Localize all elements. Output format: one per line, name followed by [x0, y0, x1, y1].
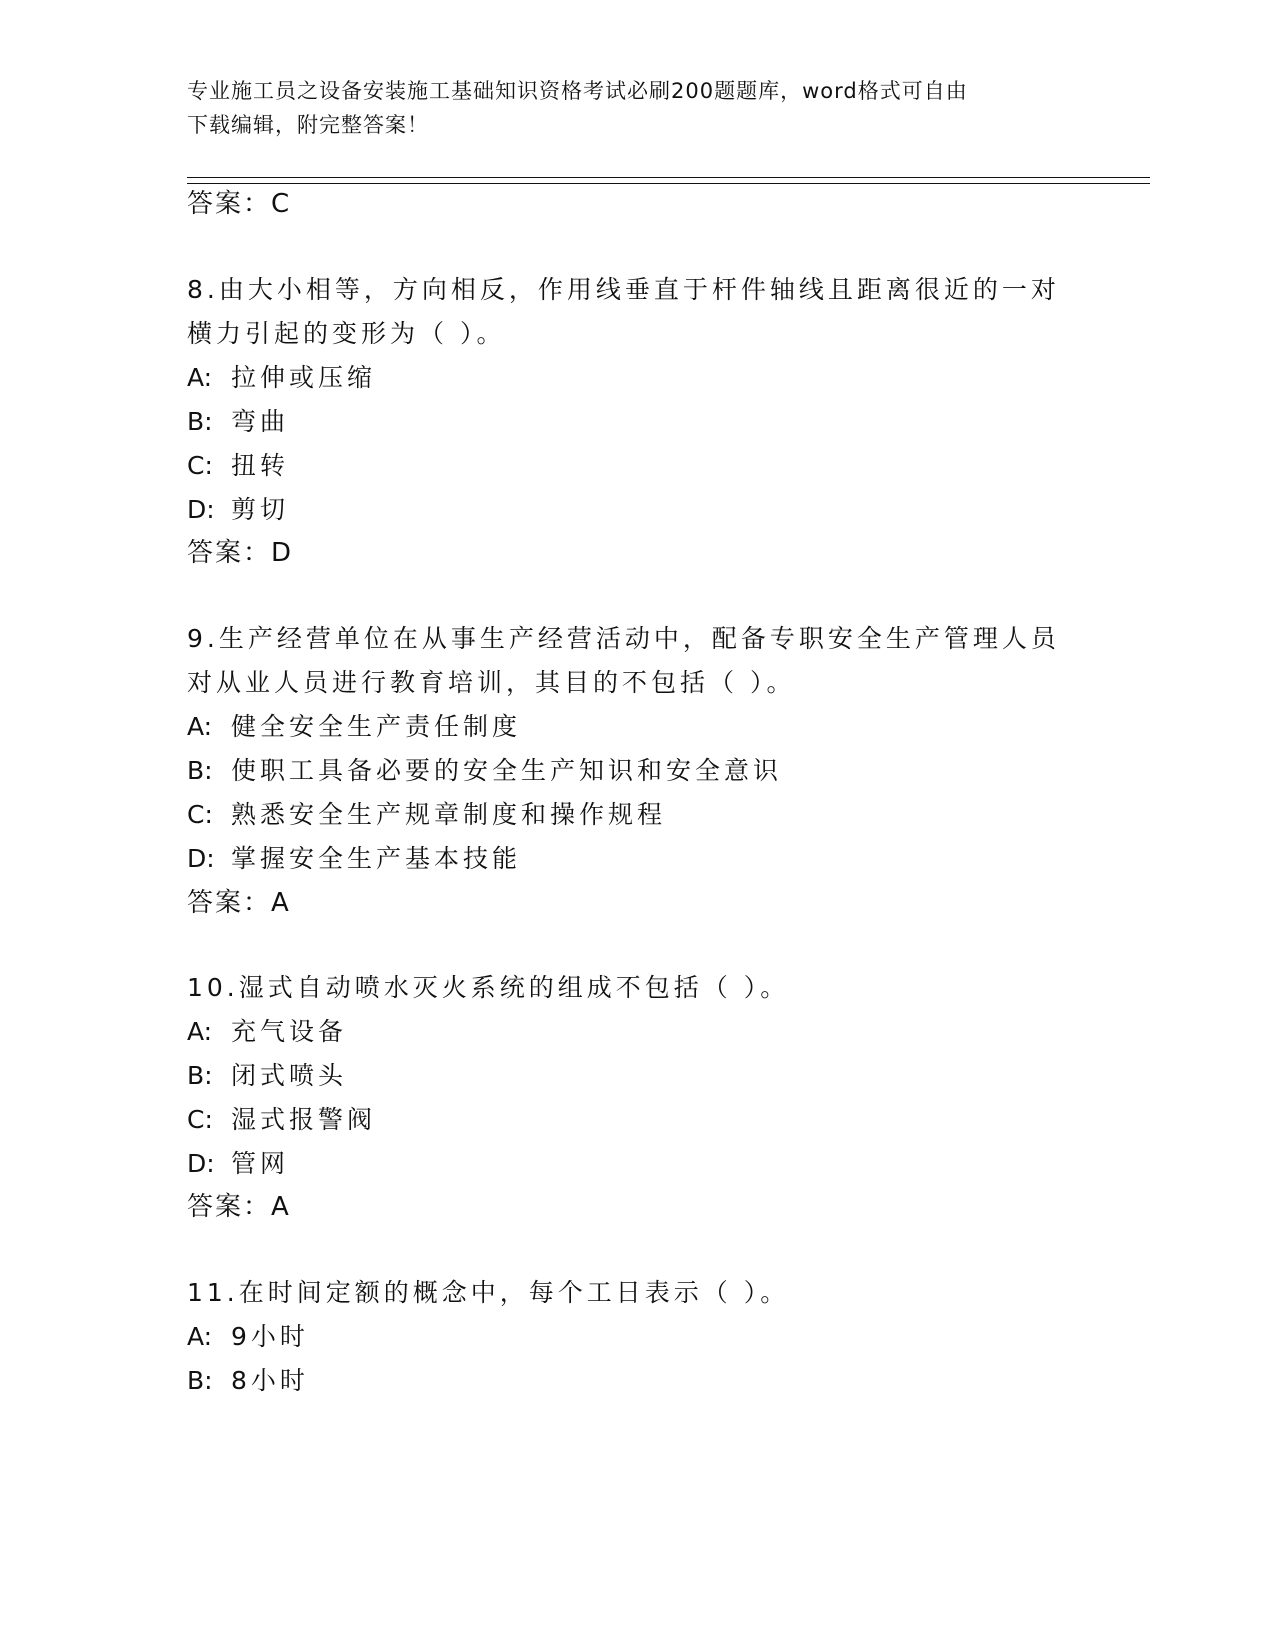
option-letter: D: [187, 844, 215, 873]
header-line-2: 下载编辑，附完整答案！ [187, 113, 429, 137]
option-letter: A: [187, 363, 213, 392]
question-9-option-b [187, 753, 782, 789]
question-8-option-c [187, 448, 289, 484]
option-text: 拉伸或压缩 [231, 363, 377, 392]
question-8-option-b [187, 404, 289, 440]
question-8-answer: 答案：D [187, 538, 294, 568]
option-letter: C: [187, 1105, 213, 1134]
question-10-option-d [187, 1146, 289, 1182]
question-9-answer: 答案：A [187, 888, 291, 918]
question-8-stem-line-2: 横力引起的变形为（ ）。 [187, 319, 506, 348]
question-11-stem: 11.在时间定额的概念中，每个工日表示（ ）。 [187, 1278, 790, 1307]
question-8-option-a [187, 360, 376, 396]
header-divider-top [187, 177, 1150, 178]
option-text: 湿式报警阀 [231, 1105, 377, 1134]
option-letter: A: [187, 712, 213, 741]
header-line-1: 专业施工员之设备安装施工基础知识资格考试必刷200题题库，word格式可自由 [187, 79, 968, 103]
option-letter: C: [187, 800, 213, 829]
option-text: 扭转 [231, 451, 290, 480]
option-text: 剪切 [231, 495, 290, 524]
option-text: 充气设备 [231, 1017, 348, 1046]
question-8-stem-line-1: 8.由大小相等，方向相反，作用线垂直于杆件轴线且距离很近的一对 [187, 275, 1060, 304]
option-letter: D: [187, 1149, 215, 1178]
option-letter: A: [187, 1322, 213, 1351]
document-header [187, 74, 1087, 142]
option-letter: A: [187, 1017, 213, 1046]
option-letter: B: [187, 1366, 213, 1395]
option-text: 弯曲 [231, 407, 290, 436]
option-text: 使职工具备必要的安全生产知识和安全意识 [231, 756, 783, 785]
option-text: 熟悉安全生产规章制度和操作规程 [231, 800, 667, 829]
question-9-option-c [187, 797, 666, 833]
question-9-option-d [187, 841, 521, 877]
question-9-stem-line-2: 对从业人员进行教育培训，其目的不包括（ ）。 [187, 668, 796, 697]
answer-line: 答案：C [187, 189, 292, 219]
option-letter: C: [187, 451, 213, 480]
option-letter: B: [187, 1061, 213, 1090]
option-letter: B: [187, 756, 213, 785]
header-divider-bottom [187, 183, 1150, 184]
question-10-option-c [187, 1102, 376, 1138]
option-text: 健全安全生产责任制度 [231, 712, 522, 741]
question-9-stem-line-1: 9.生产经营单位在从事生产经营活动中，配备专职安全生产管理人员 [187, 624, 1060, 653]
option-text: 管网 [231, 1149, 290, 1178]
option-text: 9小时 [231, 1322, 309, 1351]
option-letter: D: [187, 495, 215, 524]
question-10-stem: 10.湿式自动喷水灭火系统的组成不包括（ ）。 [187, 973, 790, 1002]
option-text: 闭式喷头 [231, 1061, 348, 1090]
question-10-option-b [187, 1058, 347, 1094]
question-10-option-a [187, 1014, 347, 1050]
question-11-option-a [187, 1319, 309, 1355]
option-letter: B: [187, 407, 213, 436]
question-11-option-b [187, 1363, 309, 1399]
question-10-answer: 答案：A [187, 1192, 291, 1222]
option-text: 8小时 [231, 1366, 309, 1395]
question-9-option-a [187, 709, 521, 745]
option-text: 掌握安全生产基本技能 [231, 844, 522, 873]
question-8-option-d [187, 492, 289, 528]
